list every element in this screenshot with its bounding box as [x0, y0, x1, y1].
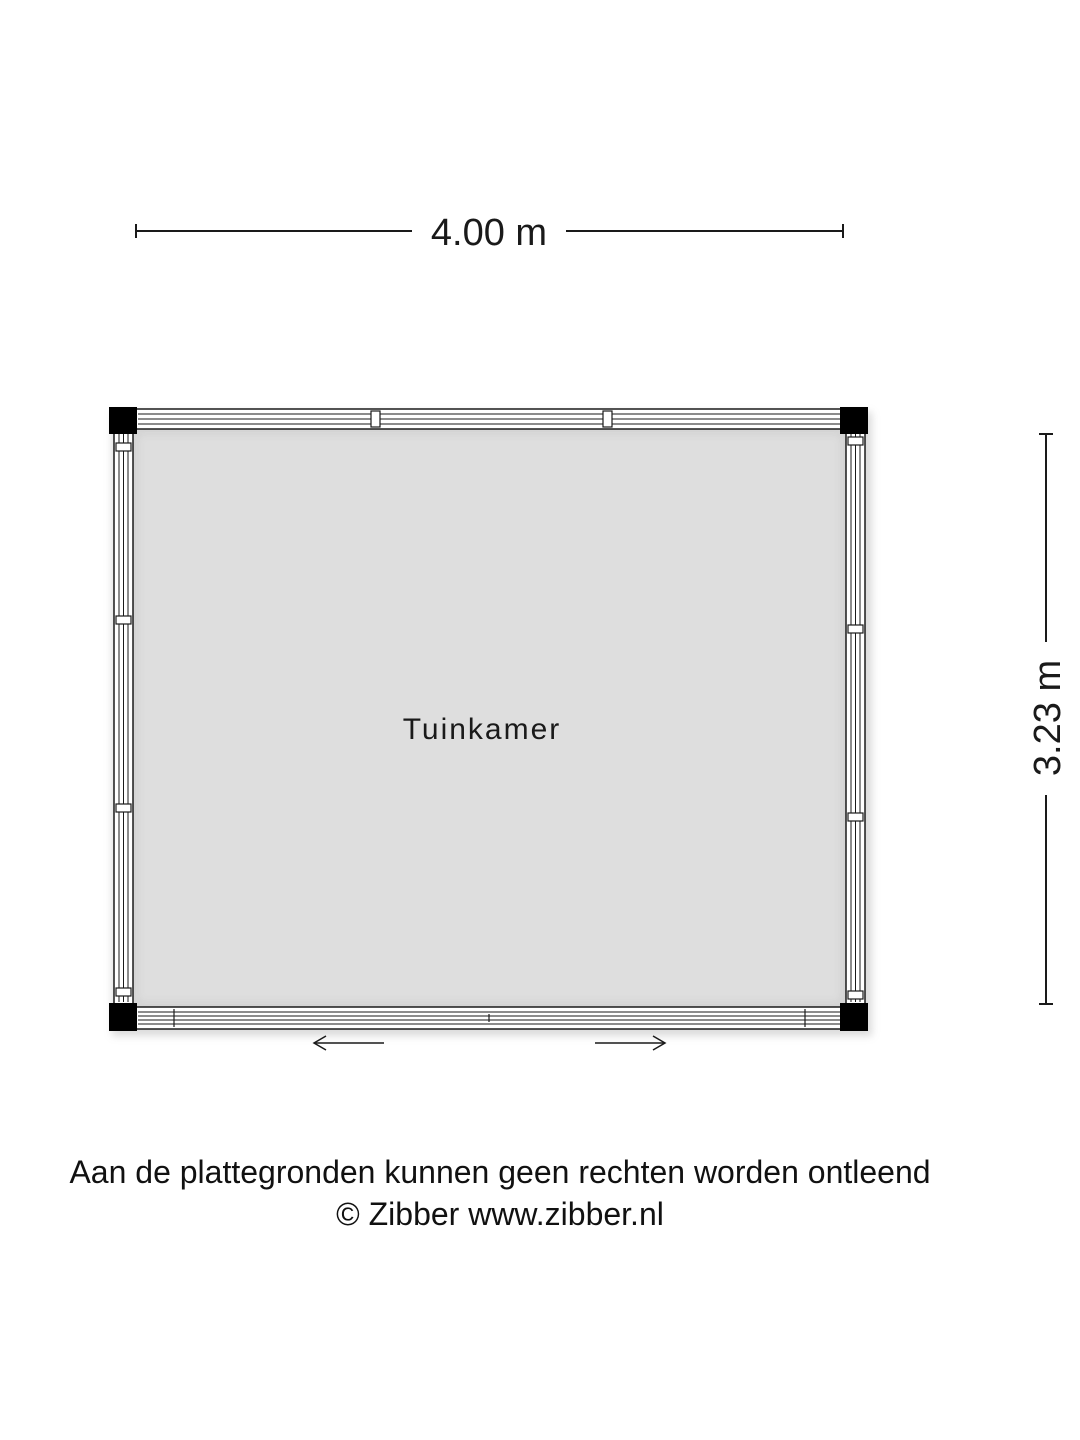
window-wall-left: [114, 432, 133, 1004]
pillar-top-right: [840, 407, 868, 434]
width-dimension-label: 4.00 m: [430, 212, 548, 254]
sliding-door-wall-bottom: [136, 1007, 843, 1029]
height-dimension: [1027, 434, 1069, 1004]
width-dimension: [136, 212, 843, 254]
room-label: Tuinkamer: [402, 713, 562, 746]
sliding-door-arrow-left-icon: [314, 1036, 384, 1050]
window-wall-top: [136, 409, 843, 429]
height-dimension-label: 3.23 m: [1027, 659, 1069, 777]
disclaimer-text: Aan de plattegronden kunnen geen rechten worden ontleend: [69, 1154, 931, 1190]
window-wall-right: [846, 432, 865, 1004]
pillar-bottom-left: [109, 1003, 137, 1031]
pillar-top-left: [109, 407, 137, 434]
sliding-door-arrow-right-icon: [595, 1036, 665, 1050]
pillar-bottom-right: [840, 1003, 868, 1031]
copyright-text: © Zibber www.zibber.nl: [336, 1196, 664, 1232]
